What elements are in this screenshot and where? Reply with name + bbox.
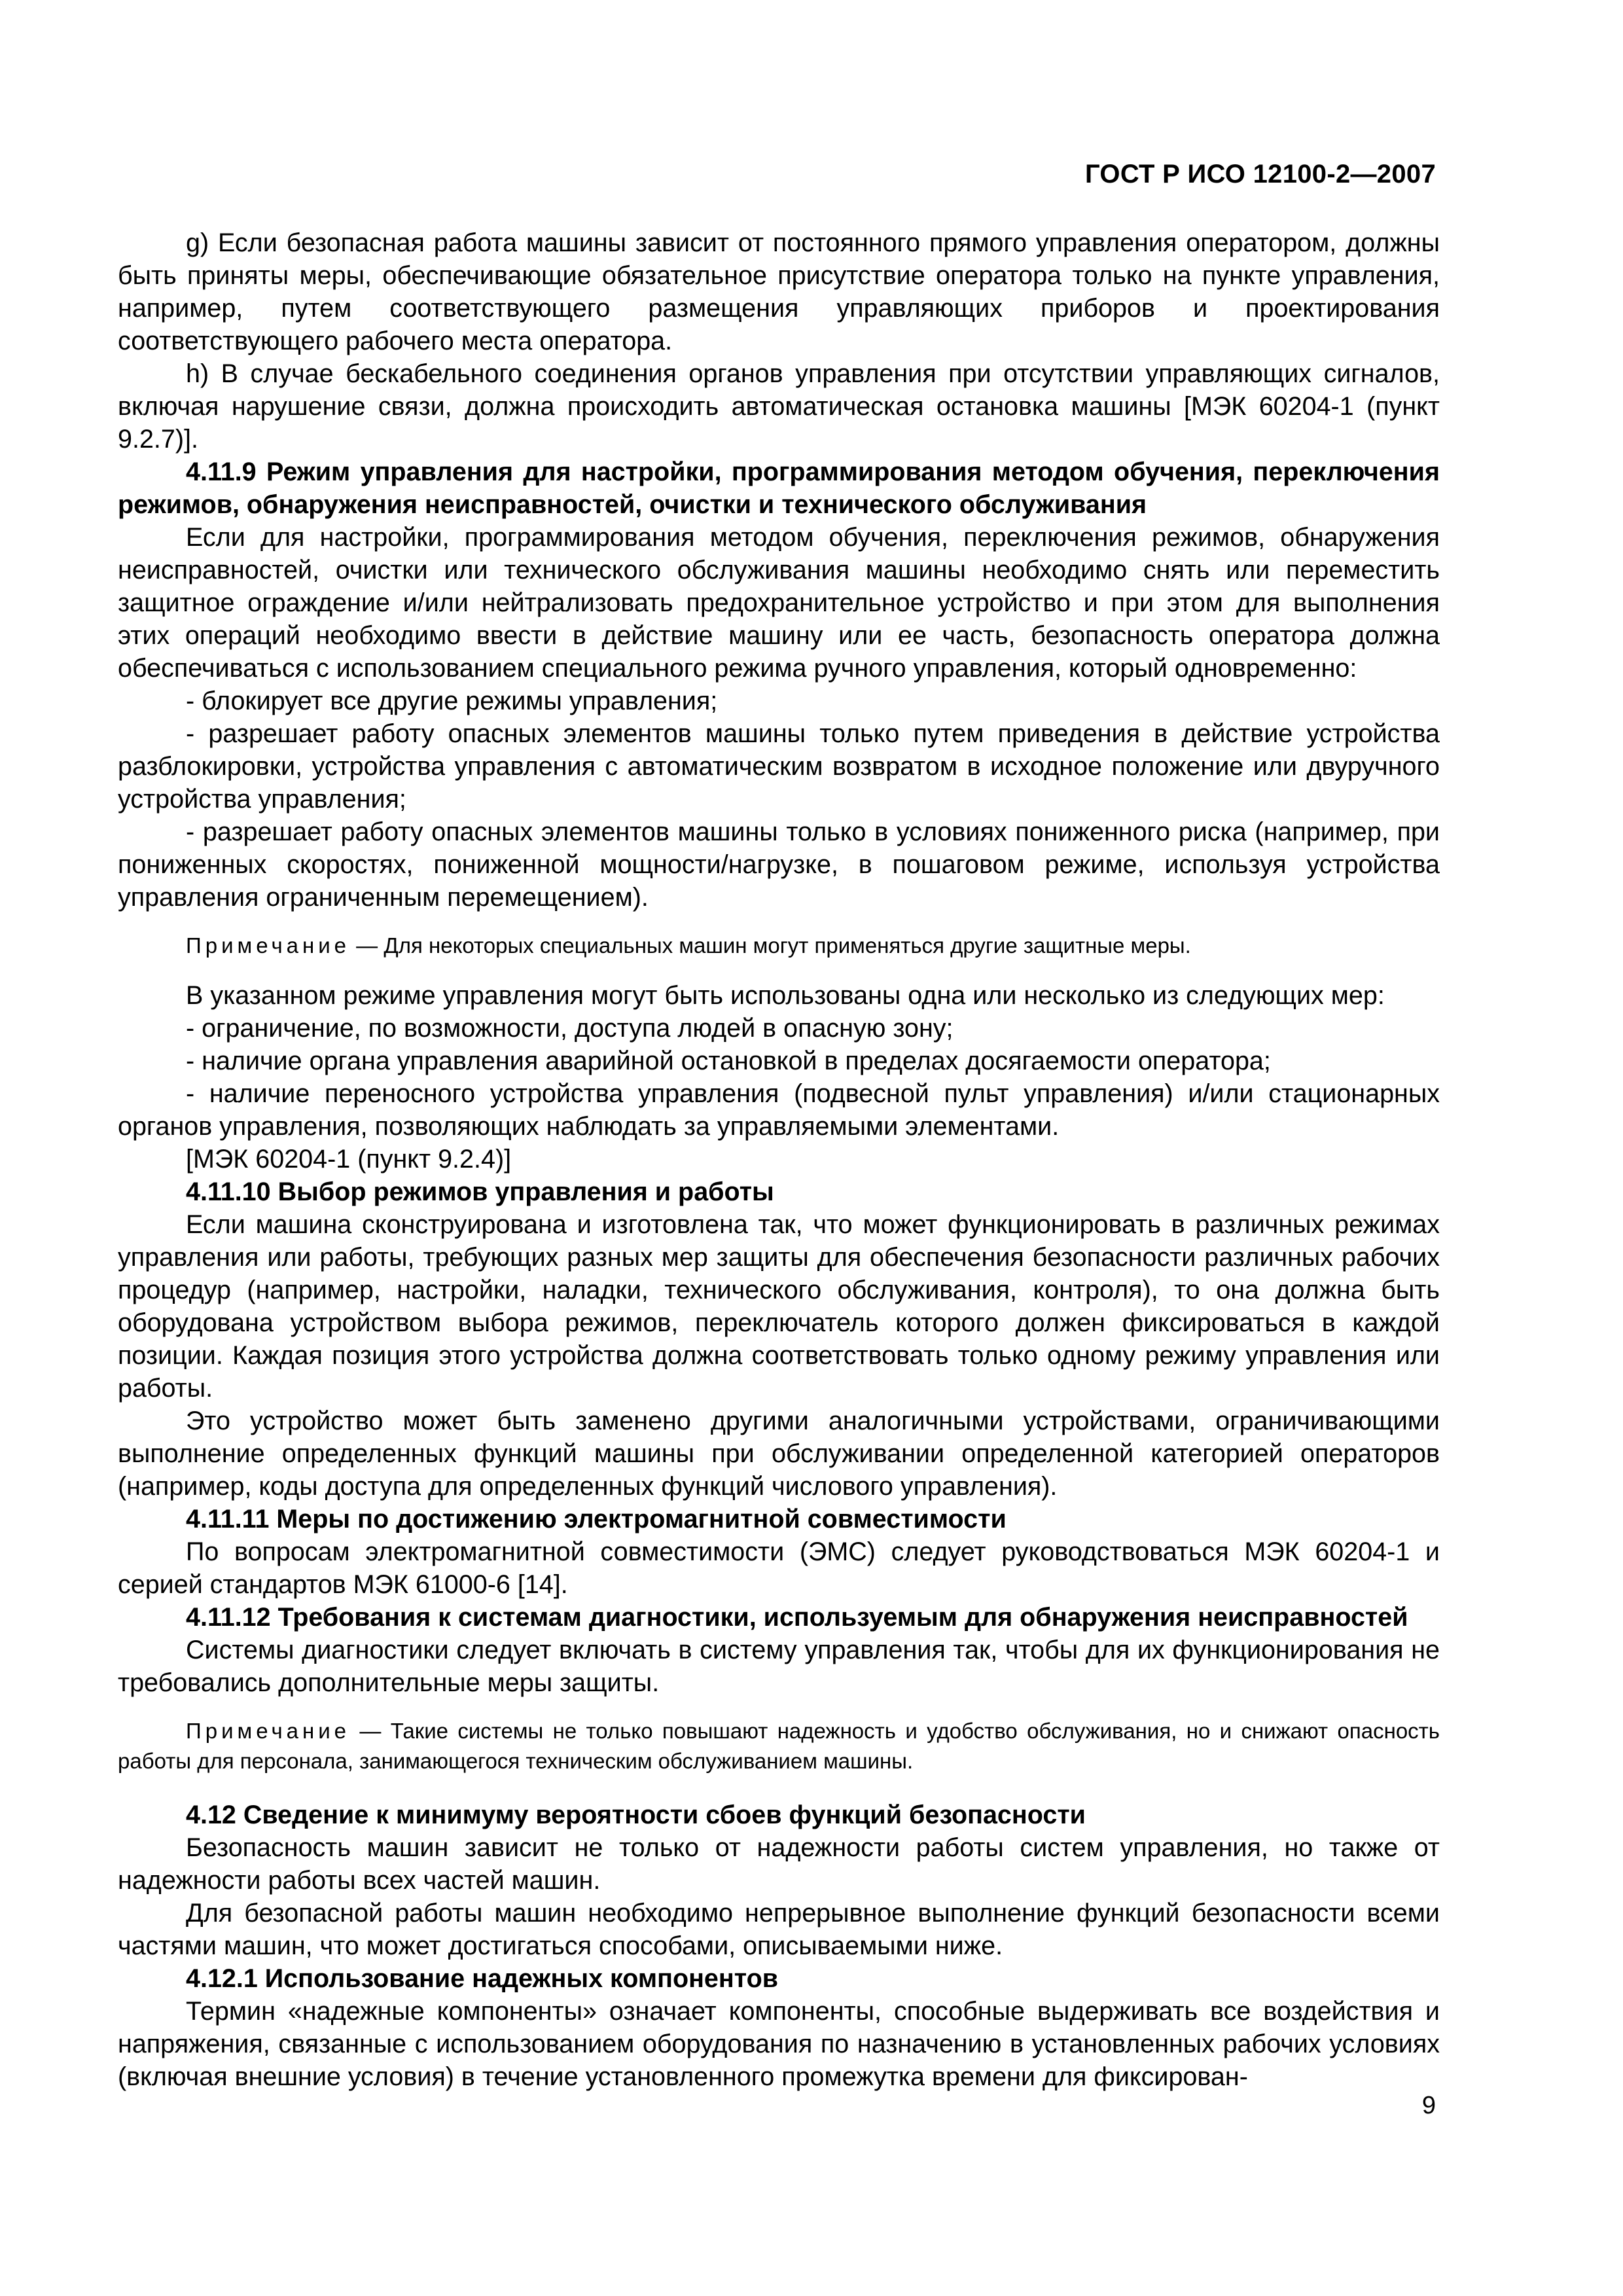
section-heading: 4.11.9 Режим управления для настройки, программирования методом обучения, переключения режимов, обнаружения неисправностей, очистки и технического обслуживания: [118, 457, 1440, 519]
note-text: — Такие системы не только повышают надежность и удобство обслуживания, но и снижают опасность работы для персонала, занимающегося техническим обслуживанием машины.: [118, 1719, 1440, 1773]
list-item: - разрешает работу опасных элементов машины только путем приведения в действие устройства разблокировки, устройства управления с автоматическим возвратом в исходное положение или двуручного устройства управления;: [118, 719, 1440, 814]
list-item: - наличие органа управления аварийной остановкой в пределах досягаемости оператора;: [186, 1047, 1271, 1075]
paragraph: Если машина сконструирована и изготовлена так, что может функционировать в различных режимах управления или работы, требующих разных мер защиты для обеспечения безопасности различных рабочих процедур (например, настройки, наладки, технического обслуживания, контроля), то она должна быть оборудована устройством выбора режимов, переключатель которого должен фиксироваться в каждой позиции. Каждая позиция этого устройства должна соответствовать только одному режиму управления или работы.: [118, 1210, 1440, 1403]
section-heading: 4.11.12 Требования к системам диагностики, используемым для обнаружения неисправностей: [186, 1603, 1408, 1632]
note-text: — Для некоторых специальных машин могут применяться другие защитные меры.: [350, 933, 1191, 958]
note: [118, 931, 1440, 961]
note-label: Примечание: [186, 933, 351, 958]
list-item: - ограничение, по возможности, доступа людей в опасную зону;: [186, 1014, 954, 1043]
paragraph: g) Если безопасная работа машины зависит от постоянного прямого управления оператором, должны быть приняты меры, обеспечивающие обязательное присутствие оператора только на пункте управления, например, путем соответствующего размещения управляющих приборов и проектирования соответствующего рабочего места оператора.: [118, 228, 1440, 355]
list-item: - наличие переносного устройства управления (подвесной пульт управления) и/или стационарных органов управления, позволяющих наблюдать за управляемыми элементами.: [118, 1079, 1440, 1141]
paragraph: h) В случае бескабельного соединения органов управления при отсутствии управляющих сигналов, включая нарушение связи, должна происходить автоматическая остановка машины [МЭК 60204-1 (пункт 9.2.7)].: [118, 359, 1440, 454]
paragraph: В указанном режиме управления могут быть использованы одна или несколько из следующих мер:: [186, 981, 1385, 1010]
page-number: 9: [1421, 2092, 1436, 2119]
note-label: Примечание: [186, 1719, 351, 1743]
paragraph: По вопросам электромагнитной совместимости (ЭМС) следует руководствоваться МЭК 60204-1 и серией стандартов МЭК 61000-6 [14].: [118, 1537, 1440, 1599]
note: [118, 1716, 1440, 1776]
section-heading: 4.11.11 Меры по достижению электромагнитной совместимости: [186, 1505, 1007, 1534]
paragraph: Термин «надежные компоненты» означает компоненты, способные выдерживать все воздействия и напряжения, связанные с использованием оборудования по назначению в установленных рабочих условиях (включая внешние условия) в течение установленного промежутка времени для фиксирован-: [118, 1997, 1440, 2091]
standard-header: ГОСТ Р ИСО 12100-2—2007: [1084, 160, 1436, 188]
reference: [МЭК 60204-1 (пункт 9.2.4)]: [186, 1145, 512, 1174]
document-body: [118, 226, 1440, 2093]
paragraph: Если для настройки, программирования методом обучения, переключения режимов, обнаружения неисправностей, очистки или технического обслуживания машины необходимо снять или переместить защитное ограждение и/или нейтрализовать предохранительное устройство и при этом для выполнения этих операций необходимо ввести в действие машину или ее часть, безопасность оператора должна обеспечиваться с использованием специального режима ручного управления, который одновременно:: [118, 523, 1440, 683]
section-heading: 4.12.1 Использование надежных компонентов: [186, 1964, 778, 1993]
list-item: - блокирует все другие режимы управления;: [186, 687, 718, 715]
paragraph: Это устройство может быть заменено другими аналогичными устройствами, ограничивающими выполнение определенных функций машины при обслуживании определенной категорией операторов (например, коды доступа для определенных функций числового управления).: [118, 1407, 1440, 1501]
section-heading: 4.11.10 Выбор режимов управления и работы: [186, 1177, 774, 1206]
section-heading: 4.12 Сведение к минимуму вероятности сбоев функций безопасности: [186, 1801, 1086, 1829]
paragraph: Безопасность машин зависит не только от надежности работы систем управления, но также от надежности работы всех частей машин.: [118, 1833, 1440, 1895]
paragraph: Системы диагностики следует включать в систему управления так, чтобы для их функционирования не требовались дополнительные меры защиты.: [118, 1636, 1440, 1697]
paragraph: Для безопасной работы машин необходимо непрерывное выполнение функций безопасности всеми частями машин, что может достигаться способами, описываемыми ниже.: [118, 1899, 1440, 1960]
list-item: - разрешает работу опасных элементов машины только в условиях пониженного риска (например, при пониженных скоростях, пониженной мощности/нагрузке, в пошаговом режиме, используя устройства управления ограниченным перемещением).: [118, 817, 1440, 912]
